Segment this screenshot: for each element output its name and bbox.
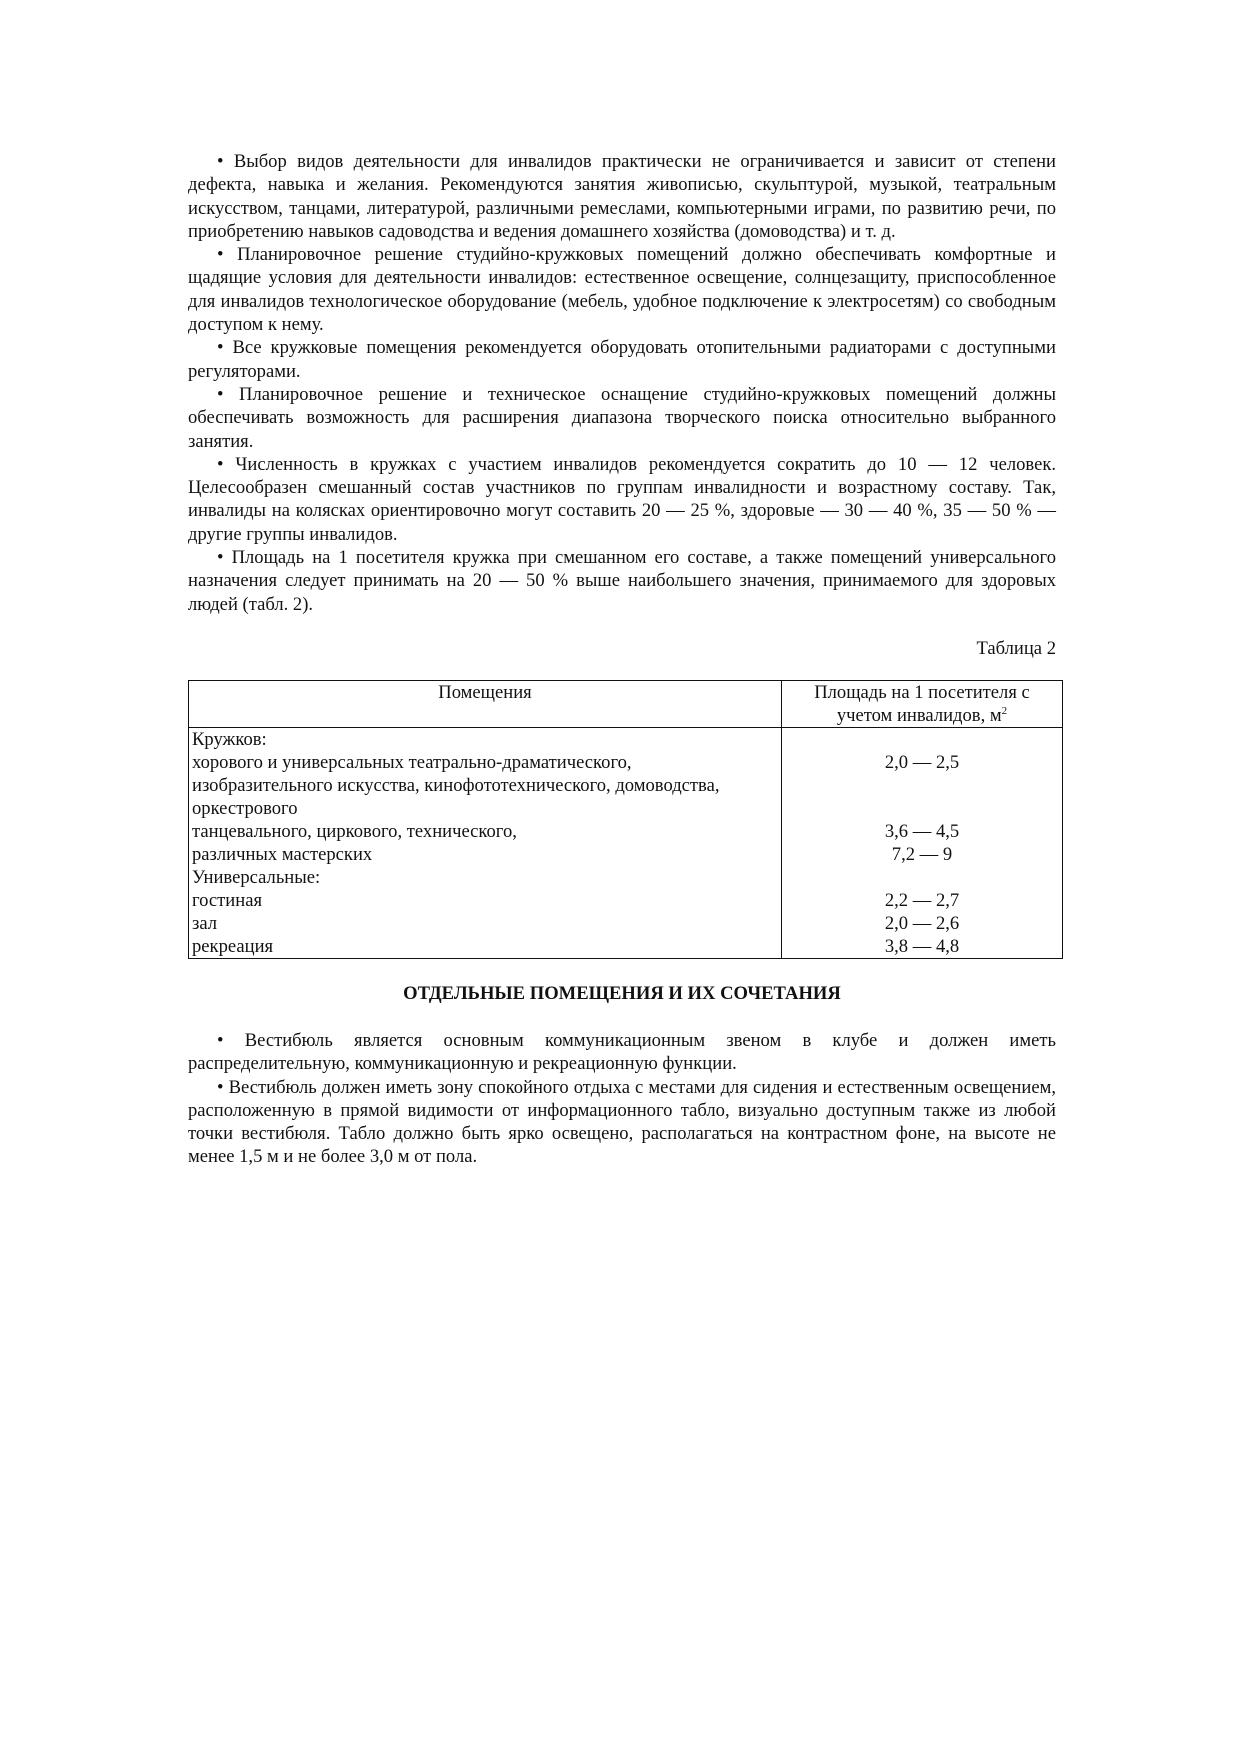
table-row — [189, 751, 1063, 774]
column-header-area-text: Площадь на 1 посетителя с учетом инвалидов, м — [814, 681, 1030, 726]
area-cell — [782, 797, 1063, 820]
column-header-area — [782, 680, 1063, 727]
paragraph-technical-equipment: • Планировочное решение и техническое оснащение студийно-кружковых помещений должны обеспечивать возможность для расширения диапазона творческого поиска относительно выбранного занятия. — [188, 383, 1056, 452]
area-cell: 7,2 — 9 — [782, 843, 1063, 866]
table-row — [189, 727, 1063, 751]
table-row — [189, 935, 1063, 959]
table-row — [189, 843, 1063, 866]
table-row — [189, 912, 1063, 935]
table-row — [189, 866, 1063, 889]
table-row — [189, 820, 1063, 843]
column-header-rooms: Помещения — [189, 680, 782, 727]
room-cell: Кружков: — [189, 727, 782, 751]
table-caption: Таблица 2 — [976, 637, 1056, 659]
area-cell: 2,0 — 2,5 — [782, 751, 1063, 774]
area-cell: 3,6 — 4,5 — [782, 820, 1063, 843]
table-row — [189, 797, 1063, 820]
paragraph-vestibule-rest-zone: • Вестибюль должен иметь зону спокойного отдыха с местами для сидения и естественным освещением, расположенную в прямой видимости от информационного табло, визуально доступным также из любой точки вестибюля. Табло должно быть ярко освещено, располагаться на контрастном фоне, на высоте не менее 1,5 м и не более 3,0 м от пола. — [188, 1076, 1056, 1168]
area-table — [188, 680, 1063, 959]
area-cell: 2,0 — 2,6 — [782, 912, 1063, 935]
room-cell: различных мастерских — [189, 843, 782, 866]
room-cell: Универсальные: — [189, 866, 782, 889]
room-cell: изобразительного искусства, кинофототехнического, домоводства, — [189, 774, 782, 797]
area-cell: 2,2 — 2,7 — [782, 889, 1063, 912]
room-cell: оркестрового — [189, 797, 782, 820]
document-page — [188, 150, 1056, 1169]
paragraph-vestibule-role: • Вестибюль является основным коммуникационным звеном в клубе и должен иметь распределительную, коммуникационную и рекреационную функции. — [188, 1029, 1056, 1075]
paragraph-heating: • Все кружковые помещения рекомендуется оборудовать отопительными радиаторами с доступными регуляторами. — [188, 337, 1056, 382]
room-cell: рекреация — [189, 935, 782, 959]
area-cell — [782, 727, 1063, 751]
paragraph-activities: • Выбор видов деятельности для инвалидов практически не ограничивается и зависит от степени дефекта, навыка и желания. Рекомендуются занятия живописью, скульптурой, музыкой, театральным искусством, танцами, литературой, различными ремеслами, компьютерными играми, по развитию речи, по приобретению навыков садоводства и ведения домашнего хозяйства (домоводства) и т. д. — [188, 151, 1056, 242]
room-cell: гостиная — [189, 889, 782, 912]
paragraph-planning-comfort: • Планировочное решение студийно-кружковых помещений должно обеспечивать комфортные и щадящие условия для деятельности инвалидов: естественное освещение, солнцезащиту, приспособленное для инвалидов технологическое оборудование (мебель, удобное подключение к электросетям) со свободным доступом к нему. — [188, 244, 1056, 336]
column-header-area-unit-sup: 2 — [1001, 704, 1008, 717]
area-cell — [782, 774, 1063, 797]
table-row — [189, 889, 1063, 912]
room-cell: зал — [189, 912, 782, 935]
section-heading: ОТДЕЛЬНЫЕ ПОМЕЩЕНИЯ И ИХ СОЧЕТАНИЯ — [403, 982, 841, 1004]
paragraph-group-size: • Численность в кружках с участием инвалидов рекомендуется сократить до 10 — 12 человек. Целесообразен смешанный состав участников по группам инвалидности и возрастному составу. Так, инвалиды на колясках ориентировочно могут составить 20 — 25 %, здоровые — 30 — 40 %, 35 — 50 % — другие группы инвалидов. — [188, 453, 1056, 545]
paragraph-area-per-visitor: • Площадь на 1 посетителя кружка при смешанном его составе, а также помещений универсального назначения следует принимать на 20 — 50 % выше наибольшего значения, принимаемого для здоровых людей (табл. 2). — [188, 547, 1056, 615]
area-cell: 3,8 — 4,8 — [782, 935, 1063, 959]
area-cell — [782, 866, 1063, 889]
table-row — [189, 774, 1063, 797]
room-cell: хорового и универсальных театрально-драматического, — [189, 751, 782, 774]
table-header-row — [189, 680, 1063, 727]
room-cell: танцевального, циркового, технического, — [189, 820, 782, 843]
